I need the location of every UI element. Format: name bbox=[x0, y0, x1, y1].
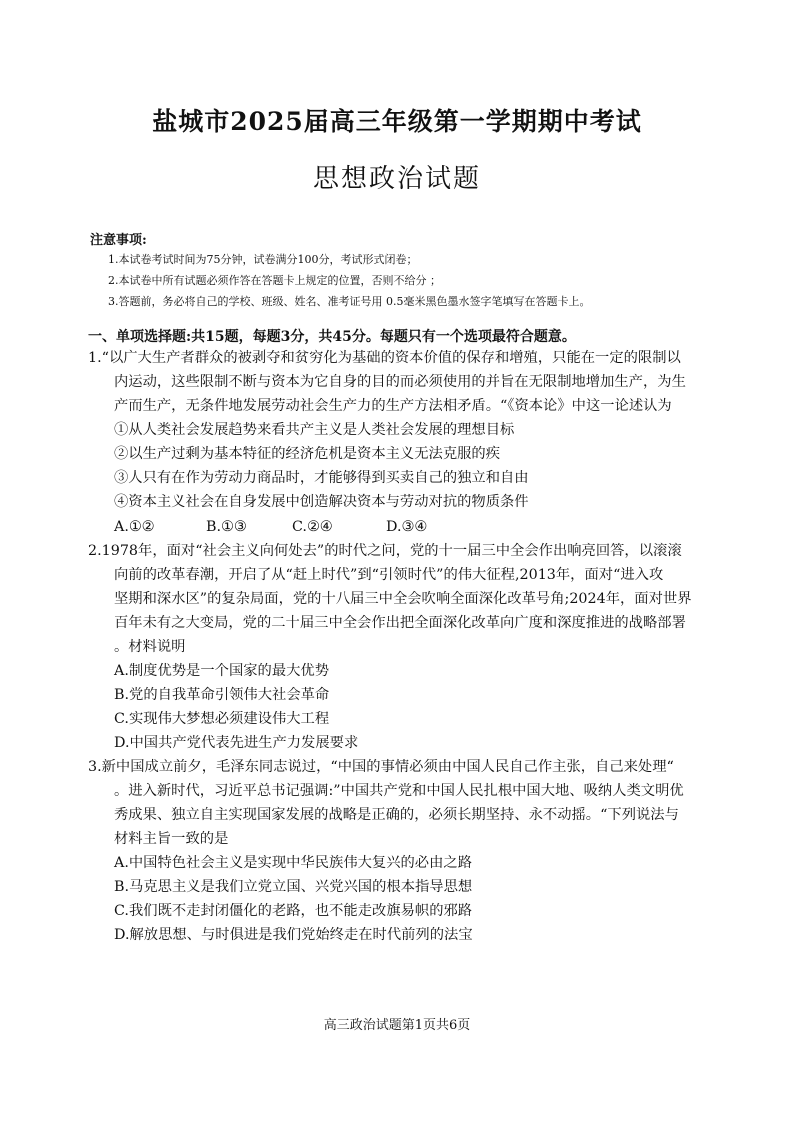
choice-a: A.①② bbox=[114, 519, 155, 535]
question-1-statement: ②以生产过剩为基本特征的经济危机是资本主义无法克服的疾 bbox=[114, 446, 501, 462]
question-2-option-d: D.中国共产党代表先进生产力发展要求 bbox=[114, 735, 359, 751]
question-3-option-c: C.我们既不走封闭僵化的老路，也不能走改旗易帜的邪路 bbox=[114, 903, 473, 919]
question-2-text: 。材料说明 bbox=[114, 639, 186, 655]
question-3-text: 秀成果、独立自主实现国家发展的战略是正确的，必须长期坚持、永不动摇。“下列说法与 bbox=[114, 807, 679, 823]
question-1-choices bbox=[114, 520, 427, 534]
question-2-text: 向前的改革春潮，开启了从“赶上时代”到“引领时代”的伟大征程,2013年，面对“进入攻 bbox=[114, 567, 664, 583]
question-1-text: 1.“以广大生产者群众的被剥夺和贫穷化为基础的资本价值的保存和增殖，只能在一定的限制以 bbox=[88, 350, 681, 366]
question-1-statement: ①从人类社会发展趋势来看共产主义是人类社会发展的理想目标 bbox=[114, 422, 515, 438]
notice-item: 3.答题前，务必将自己的学校、班级、姓名、准考证号用 0.5毫米黑色墨水签字笔填写在答题卡上。 bbox=[108, 295, 591, 308]
choice-b: B.①③ bbox=[206, 519, 247, 535]
question-3-option-a: A.中国特色社会主义是实现中华民族伟大复兴的必由之路 bbox=[114, 855, 472, 871]
notice-heading: 注意事项: bbox=[90, 233, 147, 248]
question-3-text: 材料主旨一致的是 bbox=[114, 831, 229, 847]
question-3-text: 3.新中国成立前夕，毛泽东同志说过，“中国的事情必须由中国人民自己作主张，自己来处理“ bbox=[88, 759, 674, 775]
notice-item: 2.本试卷中所有试题必须作答在答题卡上规定的位置，否则不给分 ； bbox=[108, 274, 441, 287]
page-footer: 高三政治试题第1页共6页 bbox=[323, 1018, 471, 1033]
question-2-option-a: A.制度优势是一个国家的最大优势 bbox=[114, 663, 330, 679]
question-2-option-b: B.党的自我革命引领伟大社会革命 bbox=[114, 687, 330, 703]
choice-d: D.③④ bbox=[386, 519, 428, 535]
question-2-option-c: C.实现伟大梦想必须建设伟大工程 bbox=[114, 711, 330, 727]
question-2-text: 百年未有之大变局，党的二十届三中全会作出把全面深化改革向广度和深度推进的战略部署 bbox=[114, 615, 686, 631]
question-2-text: 2.1978年，面对“社会主义向何处去”的时代之问，党的十一届三中全会作出响亮回答，以滚滚 bbox=[88, 543, 682, 559]
exam-title: 盐城市2025届高三年级第一学期期中考试 bbox=[152, 107, 642, 136]
question-3-text: 。进入新时代，习近平总书记强调:”中国共产党和中国人民扎根中国大地、吸纳人类文明优 bbox=[114, 783, 684, 799]
question-3-option-d: D.解放思想、与时俱进是我们党始终走在时代前列的法宝 bbox=[114, 927, 473, 943]
question-2-text: 坚期和深水区”的复杂局面，党的十八届三中全会吹响全面深化改革号角;2024年，面对世界 bbox=[114, 591, 692, 607]
question-1-text: 产而生产，无条件地发展劳动社会生产力的生产方法相矛盾。“《资本论》中这一论述认为 bbox=[114, 398, 672, 414]
exam-subtitle: 思想政治试题 bbox=[312, 164, 481, 194]
section-heading: 一、单项选择题:共15题，每题3分，共45分。每题只有一个选项最符合题意。 bbox=[88, 329, 576, 345]
question-1-statement: ④资本主义社会在自身发展中创造解决资本与劳动对抗的物质条件 bbox=[114, 494, 529, 510]
question-1-statement: ③人只有在作为劳动力商品时，才能够得到买卖自己的独立和自由 bbox=[114, 470, 529, 486]
choice-c: C.②④ bbox=[292, 519, 333, 535]
question-3-option-b: B.马克思主义是我们立党立国、兴党兴国的根本指导思想 bbox=[114, 879, 473, 895]
notice-item: 1.本试卷考试时间为75分钟，试卷满分100分，考试形式闭卷； bbox=[108, 253, 418, 266]
question-1-text: 内运动，这些限制不断与资本为它自身的目的而必须使用的并旨在无限制地增加生产，为生 bbox=[114, 374, 686, 390]
